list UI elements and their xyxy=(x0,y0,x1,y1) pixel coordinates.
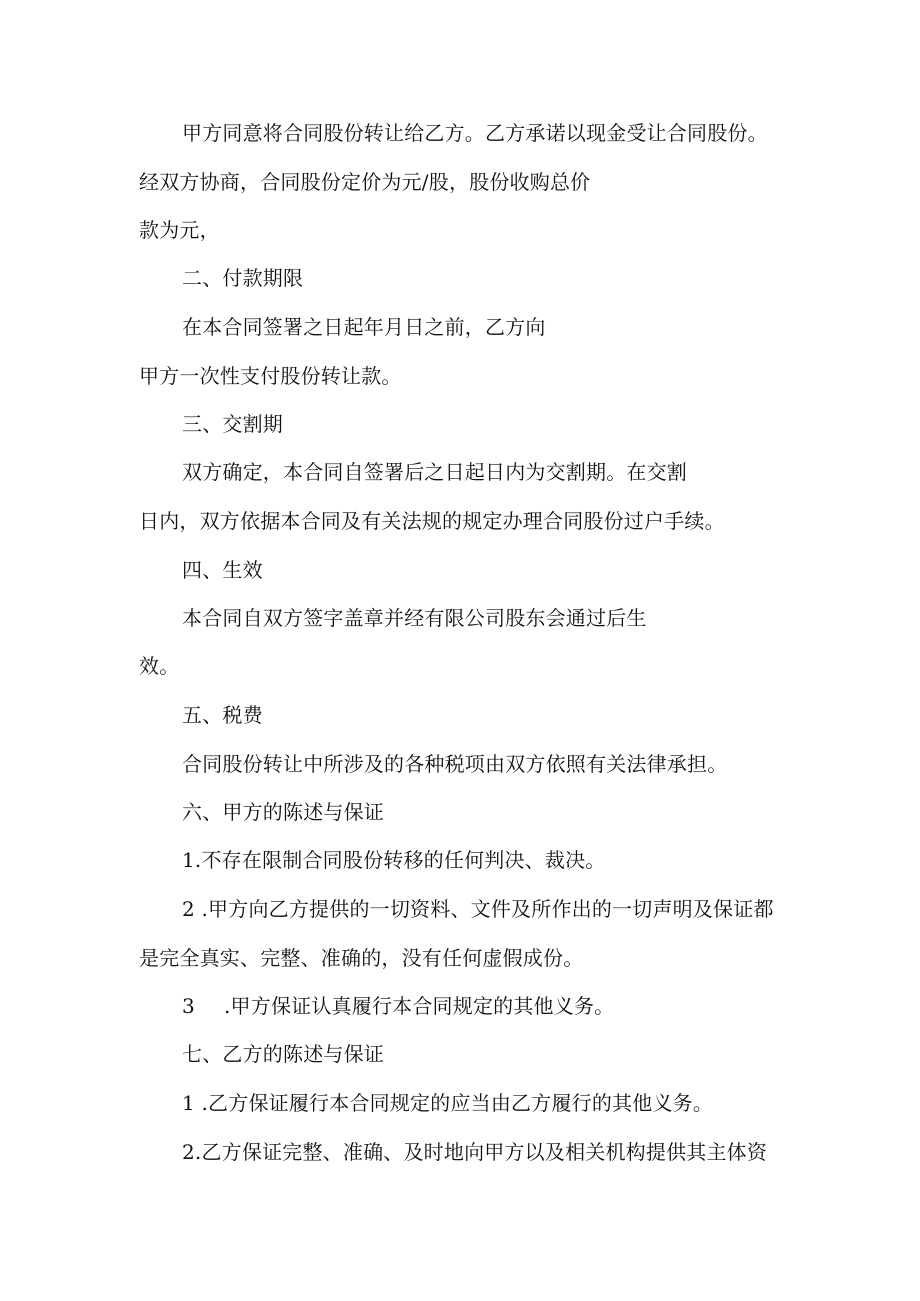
party-a-item-3 xyxy=(182,994,614,1018)
party-a-item-1: 1.不存在限制合同股份转移的任何判决、裁决。 xyxy=(182,848,606,872)
paragraph-effectiveness-line-2: 效。 xyxy=(139,654,180,678)
paragraph-price-line-1: 经双方协商，合同股份定价为元/股，股份收购总价 xyxy=(139,170,591,194)
paragraph-delivery-line-1: 双方确定，本合同自签署后之日起日内为交割期。在交割 xyxy=(182,460,687,484)
party-b-item-1: 1 .乙方保证履行本合同规定的应当由乙方履行的其他义务。 xyxy=(182,1091,714,1115)
party-a-item-2-line-1: 2 .甲方向乙方提供的一切资料、文件及所作出的一切声明及保证都 xyxy=(182,897,774,921)
party-a-item-3-text: .甲方保证认真履行本合同规定的其他义务。 xyxy=(224,994,615,1018)
section-party-b-heading: 七、乙方的陈述与保证 xyxy=(182,1042,384,1066)
paragraph-payment-line-1: 在本合同签署之日起年月日之前，乙方向 xyxy=(182,315,546,339)
paragraph-effectiveness-line-1: 本合同自双方签字盖章并经有限公司股东会通过后生 xyxy=(182,606,647,630)
paragraph-price-line-2: 款为元， xyxy=(139,218,220,242)
paragraph-taxes: 合同股份转让中所涉及的各种税项由双方依照有关法律承担。 xyxy=(182,752,728,776)
paragraph-payment-line-2: 甲方一次性支付股份转让款。 xyxy=(139,364,402,388)
paragraph-delivery-line-2: 日内，双方依据本合同及有关法规的规定办理合同股份过户手续。 xyxy=(139,509,725,533)
section-payment-term-heading: 二、付款期限 xyxy=(182,266,304,290)
section-delivery-period-heading: 三、交割期 xyxy=(182,412,283,436)
party-a-item-2-line-2: 是完全真实、完整、准确的，没有任何虚假成份。 xyxy=(139,946,584,970)
party-a-item-3-number: 3 xyxy=(182,994,195,1018)
section-party-a-heading: 六、甲方的陈述与保证 xyxy=(182,800,384,824)
paragraph-share-transfer: 甲方同意将合同股份转让给乙方。乙方承诺以现金受让合同股份。 xyxy=(182,121,768,145)
party-b-item-2: 2.乙方保证完整、准确、及时地向甲方以及相关机构提供其主体资 xyxy=(182,1140,768,1164)
section-taxes-heading: 五、税费 xyxy=(182,703,263,727)
section-effectiveness-heading: 四、生效 xyxy=(182,558,263,582)
